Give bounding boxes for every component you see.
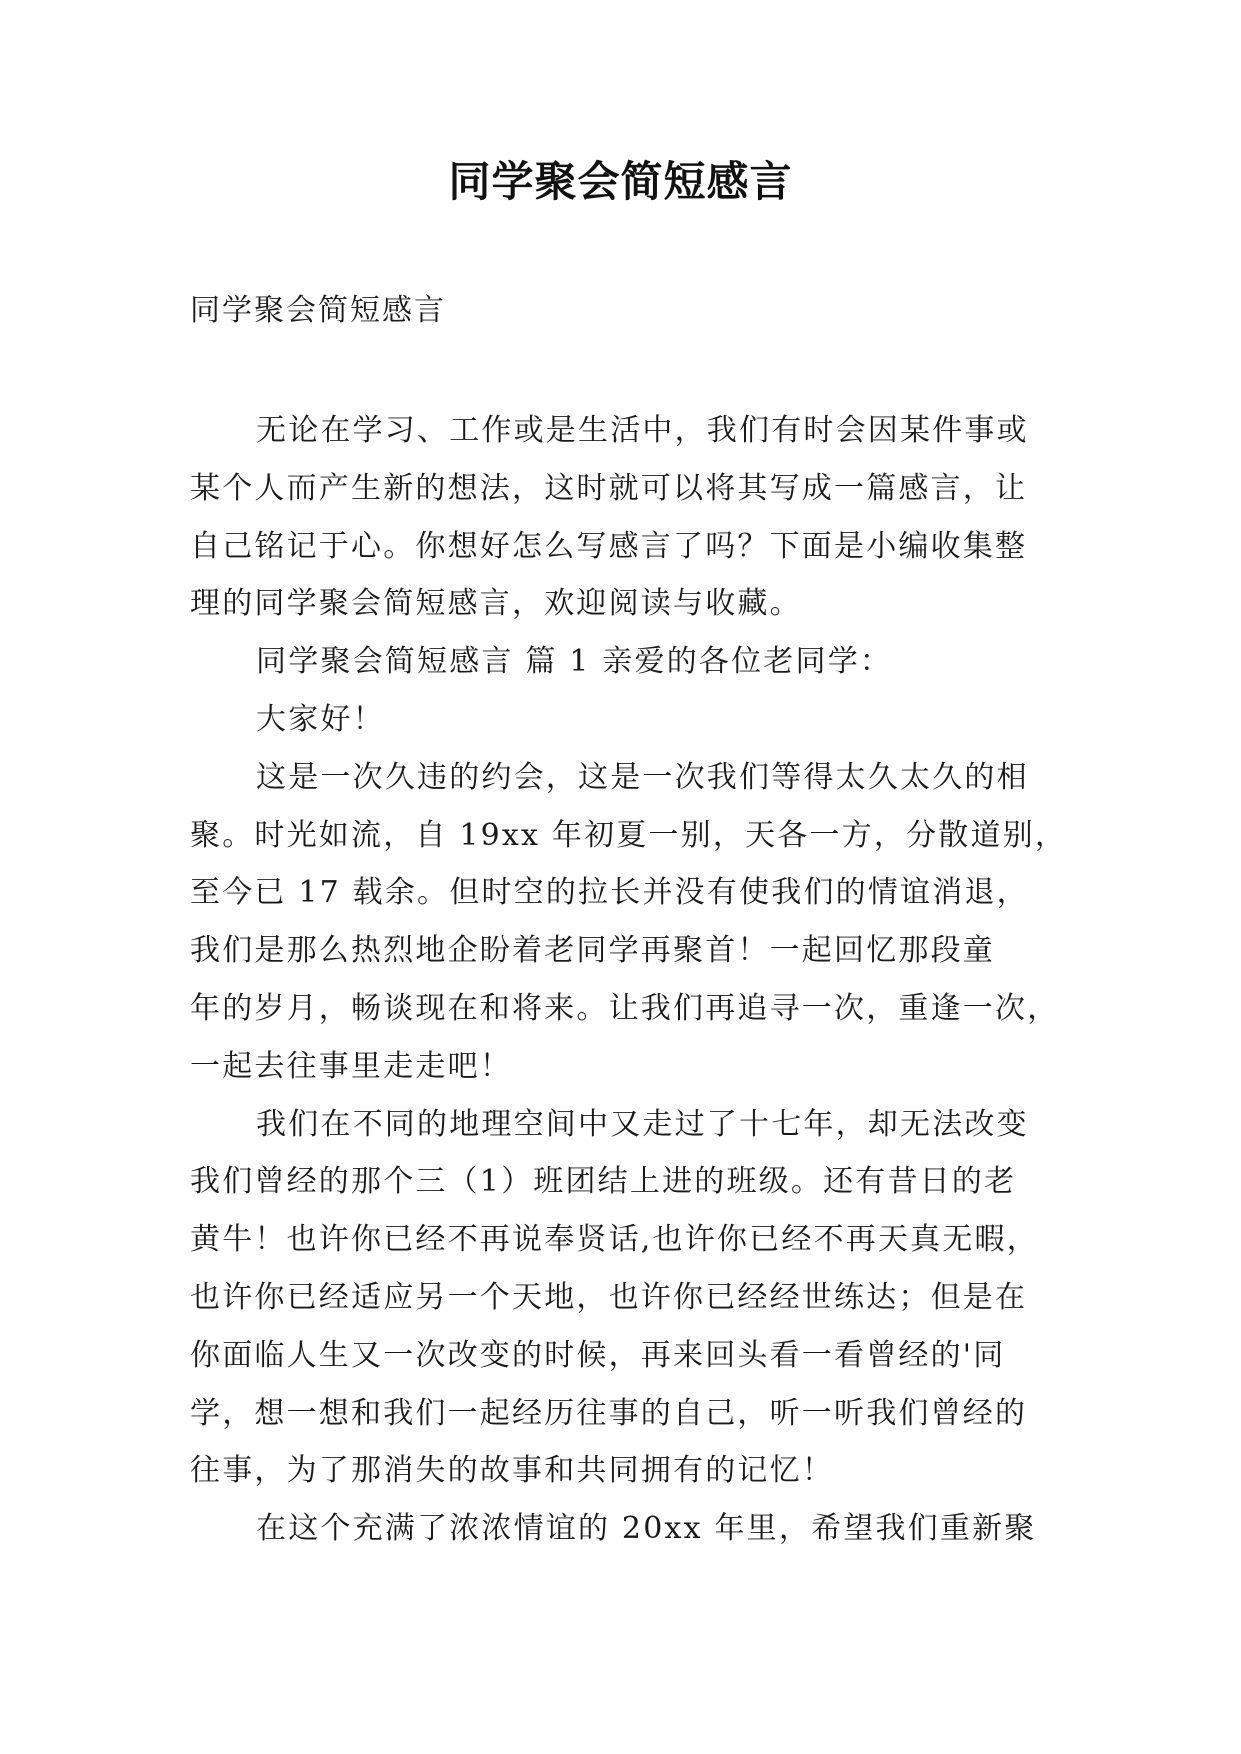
document-body (190, 402, 1070, 1558)
body-line: 聚。时光如流，自 19xx 年初夏一别，天各一方，分散道别， (190, 817, 1068, 853)
body-line: 也许你已经适应另一个天地，也许你已经经世练达；但是在 (190, 1279, 1028, 1315)
document-subtitle: 同学聚会简短感言 (190, 293, 446, 328)
body-line: 理的同学聚会简短感言，欢迎阅读与收藏。 (190, 586, 802, 622)
document-title: 同学聚会简短感言 (448, 157, 793, 206)
body-line: 我们是那么热烈地企盼着老同学再聚首！一起回忆那段童 (190, 933, 995, 969)
body-line: 我们在不同的地理空间中又走过了十七年，却无法改变 (256, 1106, 1029, 1142)
body-line: 无论在学习、工作或是生活中，我们有时会因某件事或 (256, 413, 1029, 448)
body-line: 学，想一想和我们一起经历往事的自己，听一听我们曾经的 (190, 1395, 1028, 1431)
body-line: 你面临人生又一次改变的时候，再来回头看一看曾经的'同 (190, 1337, 1006, 1373)
body-line: 同学聚会简短感言 篇 1 亲爱的各位老同学： (256, 644, 893, 680)
body-line: 我们曾经的那个三（1）班团结上进的班级。还有昔日的老 (190, 1164, 1017, 1200)
body-line: 这是一次久违的约会，这是一次我们等得太久太久的相 (256, 759, 1029, 795)
body-line: 年的岁月，畅谈现在和将来。让我们再追寻一次，重逢一次， (190, 990, 1060, 1026)
body-line: 一起去往事里走走吧！ (190, 1048, 512, 1084)
body-line: 往事，为了那消失的故事和共同拥有的记忆！ (190, 1453, 834, 1489)
body-line: 在这个充满了浓浓情谊的 20xx 年里，希望我们重新聚 (256, 1511, 1037, 1547)
body-line: 黄牛！也许你已经不再说奉贤话,也许你已经不再天真无暇， (190, 1222, 1039, 1258)
body-line: 至今已 17 载余。但时空的拉长并没有使我们的情谊消退， (190, 875, 1029, 911)
body-line: 某个人而产生新的想法，这时就可以将其写成一篇感言，让 (190, 470, 1028, 506)
body-line: 自己铭记于心。你想好怎么写感言了吗？下面是小编收集整 (190, 528, 1028, 564)
body-line: 大家好！ (256, 701, 385, 737)
